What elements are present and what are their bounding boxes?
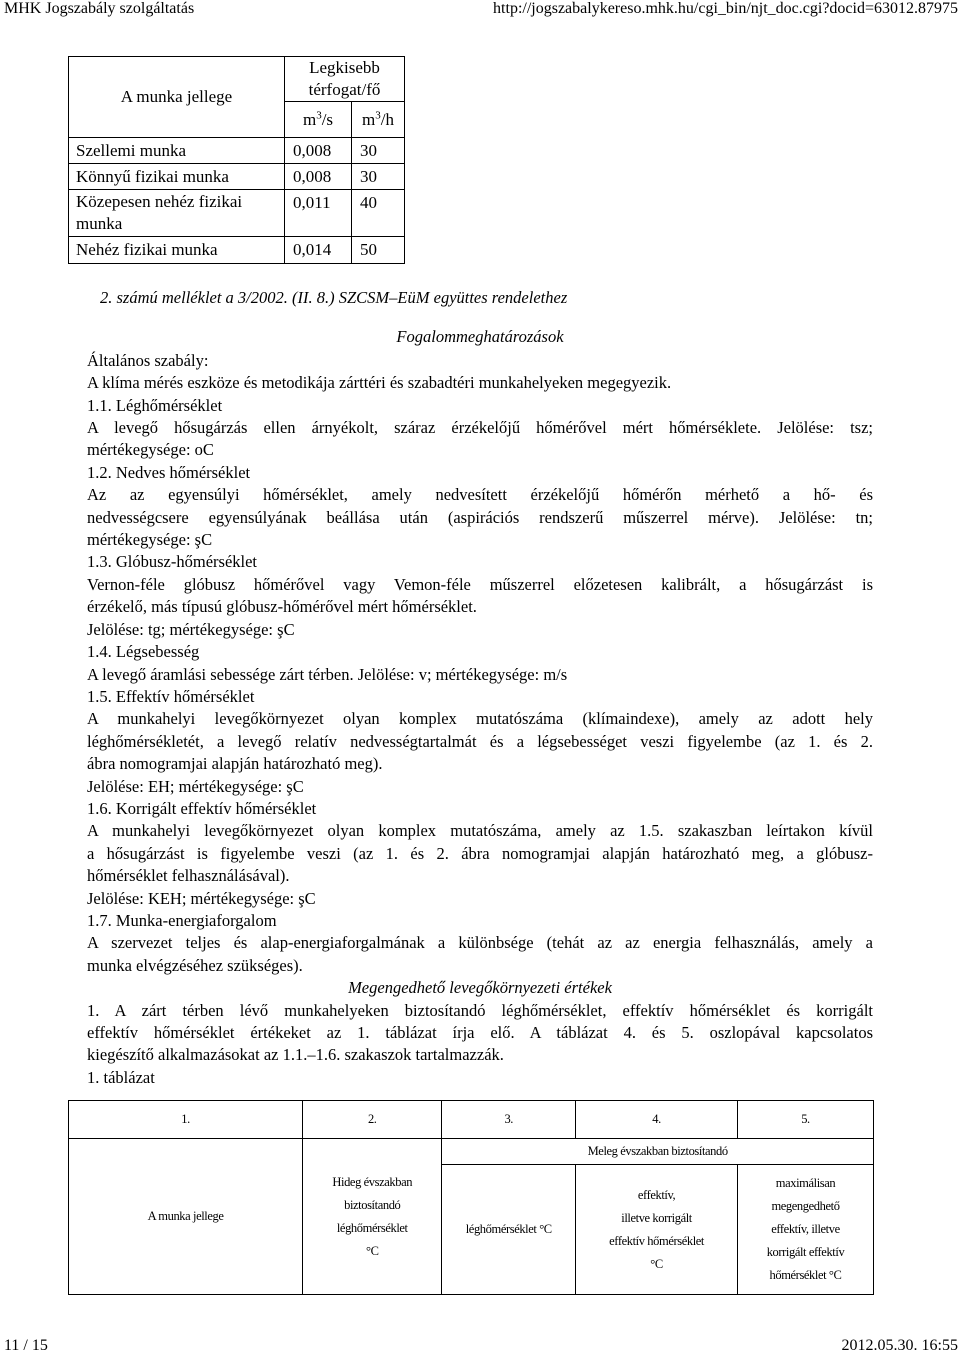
section-text: A levegő áramlási sebessége zárt térben. Jelölése: v; mértékegysége: m/s (87, 664, 568, 684)
section-unit: mértékegysége: şC (87, 530, 213, 550)
section-unit: mértékegysége: oC (87, 440, 214, 460)
col-header-air-temp: léghőmérséklet °C (442, 1165, 576, 1295)
paragraph-1: effektív hőmérséklet értékeket az 1. táblázat írja elő. A táblázat 4. és 5. oszlopával kapcsolatos (87, 1023, 873, 1042)
ventilation-table (68, 56, 405, 264)
col-header-warm-season: Meleg évszakban biztosítandó (442, 1139, 874, 1165)
section-text: a hősugárzást is figyelembe veszi (az 1. és 2. ábra nomogramjai alapján határozható meg, a glóbusz- (87, 843, 873, 863)
col-header-work: A munka jellege (69, 57, 285, 138)
print-datetime: 2012.05.30. 16:55 (841, 1337, 958, 1354)
section-text: Az az egyensúlyi hőmérséklet, amely nedvesített érzékelőjű hőmérőn mérhető a hő- és (87, 485, 873, 505)
section-unit: Jelölése: KEH; mértékegysége: şC (87, 888, 316, 908)
section-title: 1.3. Glóbusz-hőmérséklet (87, 552, 258, 572)
section-text: érzékelő, más típusú glóbusz-hőmérővel mért hőmérséklet. (87, 597, 477, 617)
general-rule-label: Általános szabály: (87, 350, 209, 370)
table-row: Közepesen nehéz fizikai munka 0,011 40 (69, 190, 405, 237)
section-text: A levegő hősugárzás ellen árnyékolt, száraz érzékelőjű hőmérővel mért hőmérséklete. Jelölése: tsz; (87, 418, 873, 438)
column-number-row: 1. 2. 3. 4. 5. (69, 1101, 874, 1139)
section-unit: Jelölése: EH; mértékegysége: şC (87, 776, 304, 796)
table-row: Nehéz fizikai munka 0,014 50 (69, 237, 405, 264)
section-title: 1.2. Nedves hőmérséklet (87, 462, 251, 482)
table-row: Könnyű fizikai munka 0,008 30 (69, 164, 405, 190)
col-header-cold-season: Hideg évszakban biztosítandó léghőmérséklet °C (303, 1139, 442, 1295)
table-caption: 1. táblázat (87, 1067, 155, 1087)
header-url: http://jogszabalykereso.mhk.hu/cgi_bin/njt_doc.cgi?docid=63012.87975 (493, 0, 958, 17)
section-title: 1.4. Légsebesség (87, 642, 200, 662)
general-rule-text: A klíma mérés eszköze és metodikája zárttéri és szabadtéri munkahelyeken megegyezik. (87, 373, 672, 393)
col-header-effective-temp: effektív, illetve korrigált effektív hőmérséklet °C (576, 1165, 738, 1295)
header-source: MHK Jogszabály szolgáltatás (4, 0, 195, 17)
section-text: A munkahelyi levegőkörnyezet olyan komplex mutatószáma, amely az 1.5. szakaszban leírtakon kívül (87, 821, 873, 841)
section-text: Vernon-féle glóbusz hőmérővel vagy Vemon-féle műszerrel előzetesen kalibrált, a hősugárzást is (87, 574, 873, 594)
section-unit: Jelölése: tg; mértékegysége: şC (87, 619, 295, 639)
section-text: A munkahelyi levegőkörnyezet olyan komplex mutatószáma (klímaindexe), amely az adott hely (87, 709, 873, 729)
section-text: léghőmérsékletét, a levegő relatív nedvességtartalmát és a légsebességet veszi figyelembe (az 1. és 2. (87, 731, 873, 751)
section-title: 1.7. Munka-energiaforgalom (87, 910, 277, 930)
climate-table (68, 1100, 874, 1295)
section-text: A szervezet teljes és alap-energiaforgalmának a különbsége (tehát az az energia felhasználás, amely a (87, 933, 873, 953)
col-header-work: A munka jellege (69, 1139, 303, 1295)
definitions-title: Fogalommeghatározások (396, 327, 564, 347)
section-title: 1.1. Léghőmérséklet (87, 395, 223, 415)
unit-m3-per-h: $m^3/h$ (352, 102, 405, 138)
page-header (0, 0, 960, 24)
section-text: hőmérséklet felhasználásával). (87, 866, 290, 886)
annex-title: 2. számú melléklet a 3/2002. (II. 8.) SZCSM–EüM együttes rendelethez (100, 288, 568, 307)
section-title: 1.6. Korrigált effektív hőmérséklet (87, 798, 317, 818)
document-body (87, 287, 873, 1089)
section-text: ábra nomogramjai alapján határozható meg). (87, 754, 383, 774)
table-row: Szellemi munka 0,008 30 (69, 138, 405, 164)
paragraph-1: kiegészítő alkalmazásokat az 1.1.–1.6. szakaszok tartalmazzák. (87, 1045, 504, 1065)
section-text: nedvességcsere egyensúlyának beállása után (aspirációs rendszerű műszerrel mérve). Jelölése: tn; (87, 507, 873, 527)
col-header-min-volume: Legkisebb térfogat/fő (285, 57, 405, 102)
allowed-values-title: Megengedhető levegőkörnyezeti értékek (348, 978, 612, 998)
unit-m3-per-s: $m^3/s$ (285, 102, 352, 138)
paragraph-1: 1. A zárt térben lévő munkahelyeken biztosítandó léghőmérséklet, effektív hőmérséklet és korrigált (87, 1000, 873, 1020)
page-number: 11 / 15 (4, 1337, 48, 1354)
section-text: munka elvégzéséhez szükséges). (87, 955, 303, 975)
col-header-max-effective-temp: maximálisan megengedhető effektív, illetve korrigált effektív hőmérséklet °C (738, 1165, 874, 1295)
section-title: 1.5. Effektív hőmérséklet (87, 686, 255, 706)
